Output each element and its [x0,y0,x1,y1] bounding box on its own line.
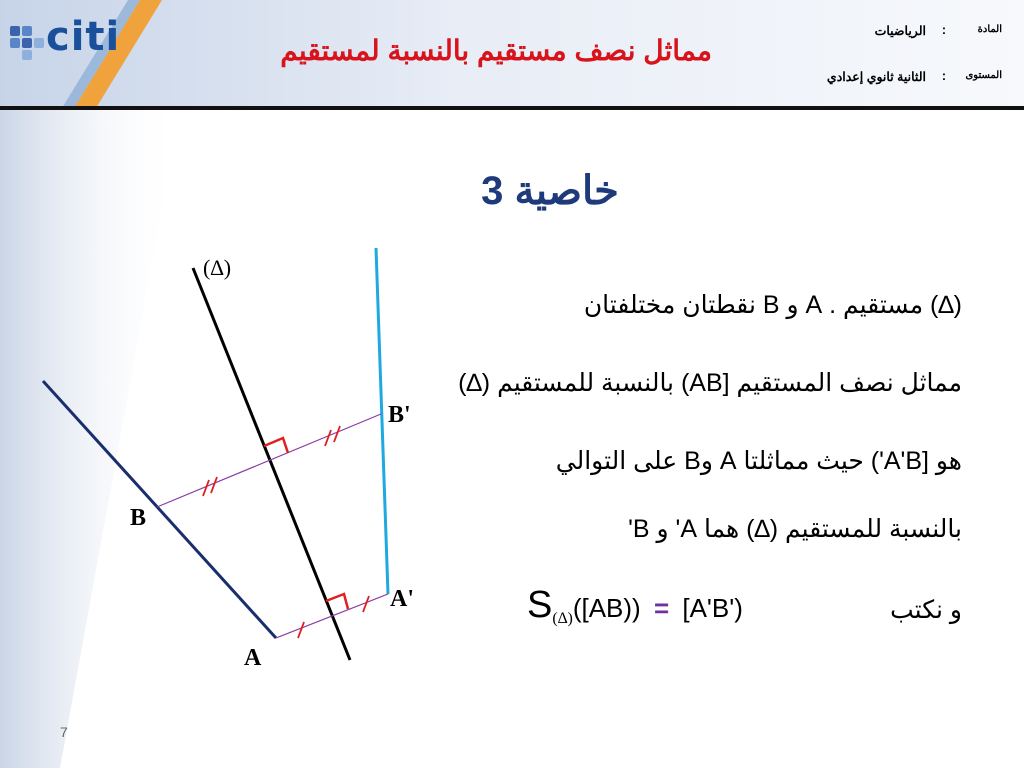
statement-line-1: (∆) مستقيم . A و B نقطتان مختلفتان [583,291,962,319]
segment-A-A-prime [276,594,388,638]
formula-subscript: (∆) [552,610,573,628]
subject-value: الرياضيات [874,24,926,38]
formula-symbol: S [527,584,553,626]
point-B-label: B [130,505,147,531]
point-A-label: A [244,645,262,671]
ray-AB [43,381,276,638]
point-A-prime-label: A' [390,586,414,612]
segment-B-B-prime [157,414,381,507]
subject-label: المادة [977,24,1002,35]
statement-line-3: هو [A'B') حيث مماثلتا A وB على التوالي [555,447,962,475]
point-B-prime-label: B' [388,402,411,428]
level-label: المستوى [965,70,1002,81]
formula-equals: = [653,593,670,623]
level-separator: : [941,69,946,83]
logo-text: citi [46,14,121,60]
statement-line-5: و نكتب [890,596,962,624]
ray-A-prime-B-prime [376,248,388,594]
axis-label: (∆) [203,255,232,280]
page-number: 7 [60,724,68,740]
slide-title: مماثل نصف مستقيم بالنسبة لمستقيم [280,35,712,66]
symmetry-formula [527,584,743,628]
formula-argument: ([AB)) [572,593,641,623]
property-heading: خاصية 3 [481,169,619,213]
formula-result: [A'B') [682,593,743,623]
level-value: الثانية ثانوي إعدادي [826,70,926,84]
subject-separator: : [941,23,946,37]
statement-line-4: بالنسبة للمستقيم (∆) هما A' و B' [628,515,962,543]
statement-line-2: مماثل نصف المستقيم [AB) بالنسبة للمستقيم (∆) [458,369,962,397]
